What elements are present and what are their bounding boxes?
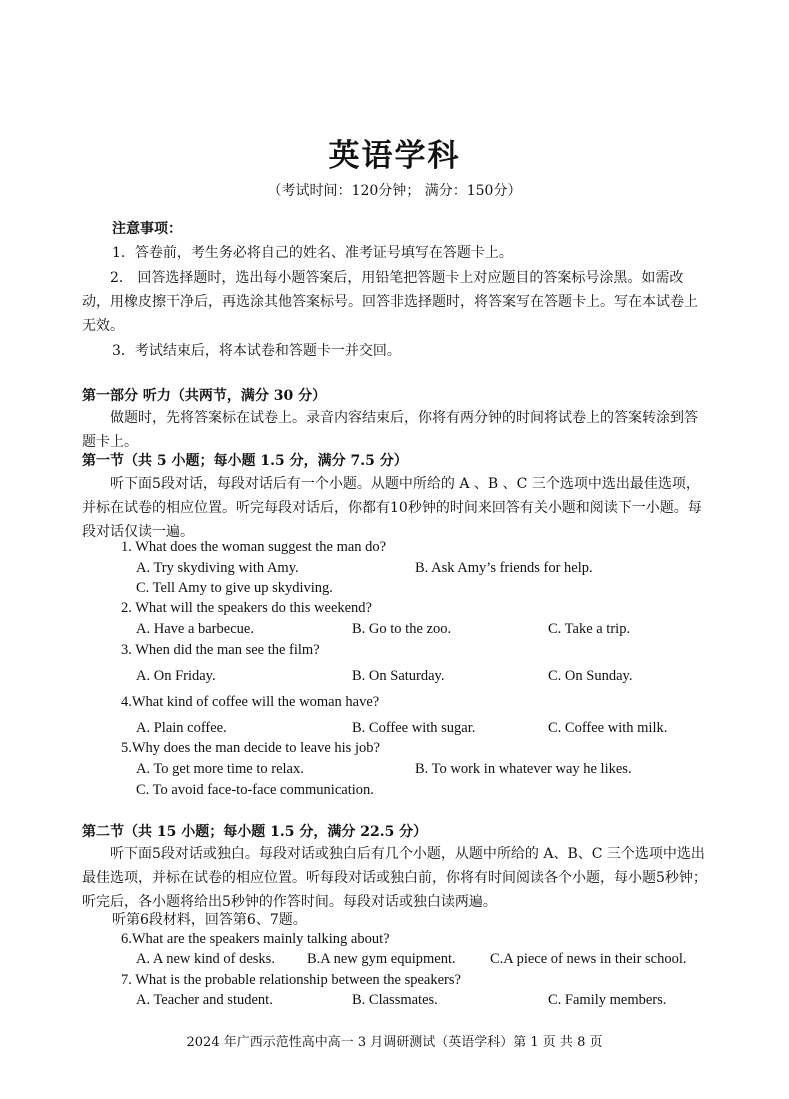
section2-heading: 第二节（共 15 小题；每小题 1.5 分，满分 22.5 分）: [82, 824, 428, 840]
question-1: 1. What does the woman suggest the man do?: [121, 539, 387, 555]
q5-option-b: B. To work in whatever way he likes.: [415, 761, 632, 777]
q7-option-a: A. Teacher and student.: [136, 992, 273, 1008]
section1-heading: 第一节（共 5 小题；每小题 1.5 分，满分 7.5 分）: [82, 453, 408, 469]
page-footer: 2024 年广西示范性高中高一 3 月调研测试（英语学科）第 1 页 共 8 页: [186, 1035, 603, 1050]
part1-intro: 做题时，先将答案标在试卷上。录音内容结束后，你将有两分钟的时间将试卷上的答案转涂到答题卡上。: [82, 410, 698, 450]
notice-item-1: 1．答卷前，考生务必将自己的姓名、准考证号填写在答题卡上。: [112, 245, 513, 261]
q2-option-a: A. Have a barbecue.: [136, 621, 254, 637]
question-7: 7. What is the probable relationship between the speakers?: [121, 972, 461, 988]
q6-option-a: A. A new kind of desks.: [136, 951, 275, 967]
q6-option-c: C.A piece of news in their school.: [490, 951, 687, 967]
notice-item-2: 2． 回答选择题时，选出每小题答案后，用铅笔把答题卡上对应题目的答案标号涂黑。如需改动，用橡皮擦干净后，再选涂其他答案标号。回答非选择题时，将答案写在答题卡上。写在本试卷上无效。: [82, 270, 698, 334]
q7-option-b: B. Classmates.: [352, 992, 438, 1008]
page-title: 英语学科: [328, 138, 461, 174]
q3-option-c: C. On Sunday.: [548, 668, 633, 684]
q3-option-a: A. On Friday.: [136, 668, 216, 684]
question-2: 2. What will the speakers do this weekend?: [121, 600, 372, 616]
q4-option-c: C. Coffee with milk.: [548, 720, 668, 736]
question-5: 5.Why does the man decide to leave his job?: [121, 740, 380, 756]
question-4: 4.What kind of coffee will the woman have?: [121, 694, 380, 710]
q2-option-c: C. Take a trip.: [548, 621, 631, 637]
q4-option-a: A. Plain coffee.: [136, 720, 227, 736]
q7-option-c: C. Family members.: [548, 992, 667, 1008]
q1-option-c: C. Tell Amy to give up skydiving.: [136, 580, 333, 596]
question-3: 3. When did the man see the film?: [121, 642, 320, 658]
q1-option-a: A. Try skydiving with Amy.: [136, 560, 299, 576]
q2-option-b: B. Go to the zoo.: [352, 621, 452, 637]
section1-intro: 听下面5段对话，每段对话后有一个小题。从题中所给的 A 、B 、C 三个选项中选出最佳选项，并标在试卷的相应位置。听完每段对话后，你都有10秒钟的时间来回答有关小题和阅读下一小题。每段对话仅读一遍。: [82, 476, 702, 540]
notice-item-3: 3．考试结束后，将本试卷和答题卡一并交回。: [112, 343, 401, 359]
q4-option-b: B. Coffee with sugar.: [352, 720, 476, 736]
question-6: 6.What are the speakers mainly talking about?: [121, 931, 390, 947]
q5-option-c: C. To avoid face-to-face communication.: [136, 782, 374, 798]
q1-option-b: B. Ask Amy’s friends for help.: [415, 560, 593, 576]
material-instruction: 听第6段材料，回答第6、7题。: [112, 912, 307, 928]
exam-time-info: （考试时间：120分钟； 满分：150分）: [267, 183, 522, 199]
notice-heading: 注意事项：: [112, 221, 182, 237]
q3-option-b: B. On Saturday.: [352, 668, 445, 684]
part1-heading: 第一部分 听力（共两节，满分 30 分）: [82, 388, 327, 404]
q5-option-a: A. To get more time to relax.: [136, 761, 304, 777]
section2-intro: 听下面5段对话或独白。每段对话或独白后有几个小题，从题中所给的 A、B、C 三个选项中选出最佳选项，并标在试卷的相应位置。听每段对话或独白前，你将有时间阅读各个小题，每小题5秒钟；听完后，各小题将给出5秒钟的作答时间。每段对话或独白读两遍。: [82, 846, 707, 910]
q6-option-b: B.A new gym equipment.: [307, 951, 456, 967]
